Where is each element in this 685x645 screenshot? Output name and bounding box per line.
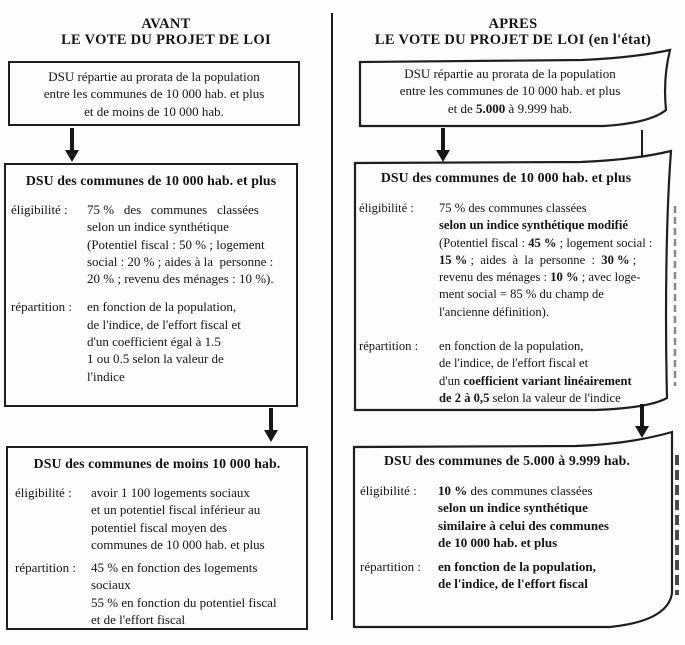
text-line: similaire à celui des communes bbox=[438, 517, 609, 533]
text-line: l'ancienne définition). bbox=[439, 304, 549, 319]
criteria-section bbox=[11, 298, 292, 384]
text-line: de 2 à 0,5 selon la valeur de l'indice bbox=[439, 390, 621, 405]
text-line: 75 % des communes classées bbox=[439, 201, 587, 215]
section-label: éligibilité : bbox=[11, 202, 68, 217]
left-title-line2: LE VOTE DU PROJET DE LOI bbox=[61, 31, 271, 48]
text-line: avoir 1 100 logements sociaux bbox=[91, 485, 250, 500]
text-line: en fonction de la population, bbox=[439, 339, 584, 354]
text-line: de l'indice, de l'effort fiscal bbox=[438, 576, 588, 592]
section-label: répartition : bbox=[360, 559, 422, 575]
text-line: et de 5.000 à 9.999 hab. bbox=[447, 100, 573, 116]
box-sections bbox=[6, 201, 296, 385]
right-main-box bbox=[349, 146, 679, 422]
text-line: d'un coefficient égal à 1.5 bbox=[87, 334, 221, 350]
text-line: de l'indice, de l'effort fiscal et bbox=[87, 316, 241, 332]
text-line: en fonction de la population, bbox=[438, 559, 596, 575]
text-line: selon un indice synthétique modifié bbox=[439, 218, 628, 233]
text-line: (Potentiel fiscal : 45 % ; logement social : bbox=[439, 235, 653, 250]
box-sections bbox=[360, 482, 654, 593]
right-intro-text bbox=[372, 65, 648, 117]
section-label: répartition : bbox=[11, 299, 73, 315]
box-sections bbox=[359, 200, 653, 407]
text-line: revenu des ménages : 10 % ; avec loge- bbox=[439, 270, 641, 285]
right-intro-box bbox=[352, 44, 678, 130]
section-lines bbox=[87, 298, 292, 384]
criteria-section bbox=[359, 338, 653, 407]
text-line: entre les communes de 10 000 hab. et plus bbox=[399, 83, 621, 99]
text-line: selon un indice synthétique bbox=[87, 219, 229, 235]
section-label: répartition : bbox=[359, 339, 419, 354]
text-line: d'un coefficient variant linéairement bbox=[439, 373, 632, 388]
text-line: DSU répartie au prorata de la population bbox=[404, 66, 616, 81]
section-lines bbox=[91, 484, 302, 553]
text-line: sociaux bbox=[91, 577, 131, 593]
right-main-content bbox=[359, 170, 653, 407]
text-line: selon un indice synthétique bbox=[438, 500, 588, 516]
section-lines bbox=[438, 558, 654, 593]
box-sections bbox=[8, 484, 306, 628]
criteria-section bbox=[11, 201, 292, 287]
section-lines bbox=[439, 338, 653, 407]
down-arrow-icon bbox=[64, 128, 80, 162]
right-title-line1: APRES bbox=[488, 16, 538, 32]
text-line: 20 % ; revenu des ménages : 10 %). bbox=[87, 271, 274, 287]
text-line: DSU répartie au prorata de la population bbox=[48, 69, 260, 84]
right-small-content bbox=[360, 453, 654, 593]
right-title-line2: LE VOTE DU PROJET DE LOI (en l'état) bbox=[374, 31, 652, 48]
text-line: ment social = 85 % du champ de bbox=[439, 287, 604, 302]
text-line: et de moins de 10 000 hab. bbox=[84, 103, 224, 119]
text-line: de l'indice, de l'effort fiscal et bbox=[439, 356, 589, 371]
text-line: et de l'effort fiscal bbox=[91, 612, 186, 628]
section-label: répartition : bbox=[15, 560, 77, 576]
left-column-title bbox=[0, 17, 332, 48]
section-lines bbox=[91, 559, 302, 628]
text-line: 1 ou 0.5 selon la valeur de bbox=[87, 351, 224, 367]
section-label: éligibilité : bbox=[15, 485, 72, 500]
text-line: de 10 000 hab. et plus bbox=[438, 534, 558, 550]
criteria-section bbox=[15, 559, 302, 628]
criteria-section bbox=[15, 484, 302, 553]
text-line: en fonction de la population, bbox=[87, 299, 237, 315]
text-line: (Potentiel fiscal : 50 % ; logement bbox=[87, 236, 265, 252]
text-line: 10 % des communes classées bbox=[438, 483, 593, 498]
left-intro-box bbox=[8, 61, 300, 126]
criteria-section bbox=[359, 200, 653, 321]
section-lines bbox=[87, 201, 292, 287]
section-label: éligibilité : bbox=[359, 201, 414, 215]
text-line: potentiel fiscal moyen des bbox=[91, 519, 228, 535]
text-line: 55 % en fonction du potentiel fiscal bbox=[91, 594, 277, 610]
left-main-box bbox=[4, 163, 298, 407]
text-line: et un potentiel fiscal inférieur au bbox=[91, 502, 261, 518]
left-small-box bbox=[6, 446, 308, 630]
section-lines bbox=[438, 482, 654, 551]
right-small-box bbox=[348, 423, 682, 635]
text-line: entre les communes de 10 000 hab. et plus bbox=[43, 86, 265, 102]
criteria-section bbox=[360, 482, 654, 551]
left-intro-text bbox=[10, 68, 298, 120]
box-heading: DSU des communes de 5.000 à 9.999 hab. bbox=[383, 453, 631, 468]
box-heading: DSU des communes de 10 000 hab. et plus bbox=[25, 173, 277, 188]
text-line: 45 % en fonction des logements bbox=[91, 560, 258, 576]
text-line: 75 % des communes classées bbox=[87, 202, 259, 217]
text-line: l'indice bbox=[87, 368, 125, 384]
box-heading: DSU des communes de 10 000 hab. et plus bbox=[380, 170, 632, 185]
column-divider bbox=[331, 13, 333, 620]
text-line: 15 % ; aides à la personne : 30 % ; bbox=[439, 252, 637, 267]
text-line: social : 20 % ; aides à la personne : bbox=[87, 253, 274, 269]
section-lines bbox=[439, 200, 653, 321]
text-line: communes de 10 000 hab. et plus bbox=[91, 536, 265, 552]
criteria-section bbox=[360, 558, 654, 593]
left-title-line1: AVANT bbox=[141, 16, 191, 32]
box-heading: DSU des communes de moins 10 000 hab. bbox=[33, 456, 281, 471]
down-arrow-icon bbox=[263, 408, 279, 442]
section-label: éligibilité : bbox=[360, 483, 417, 498]
